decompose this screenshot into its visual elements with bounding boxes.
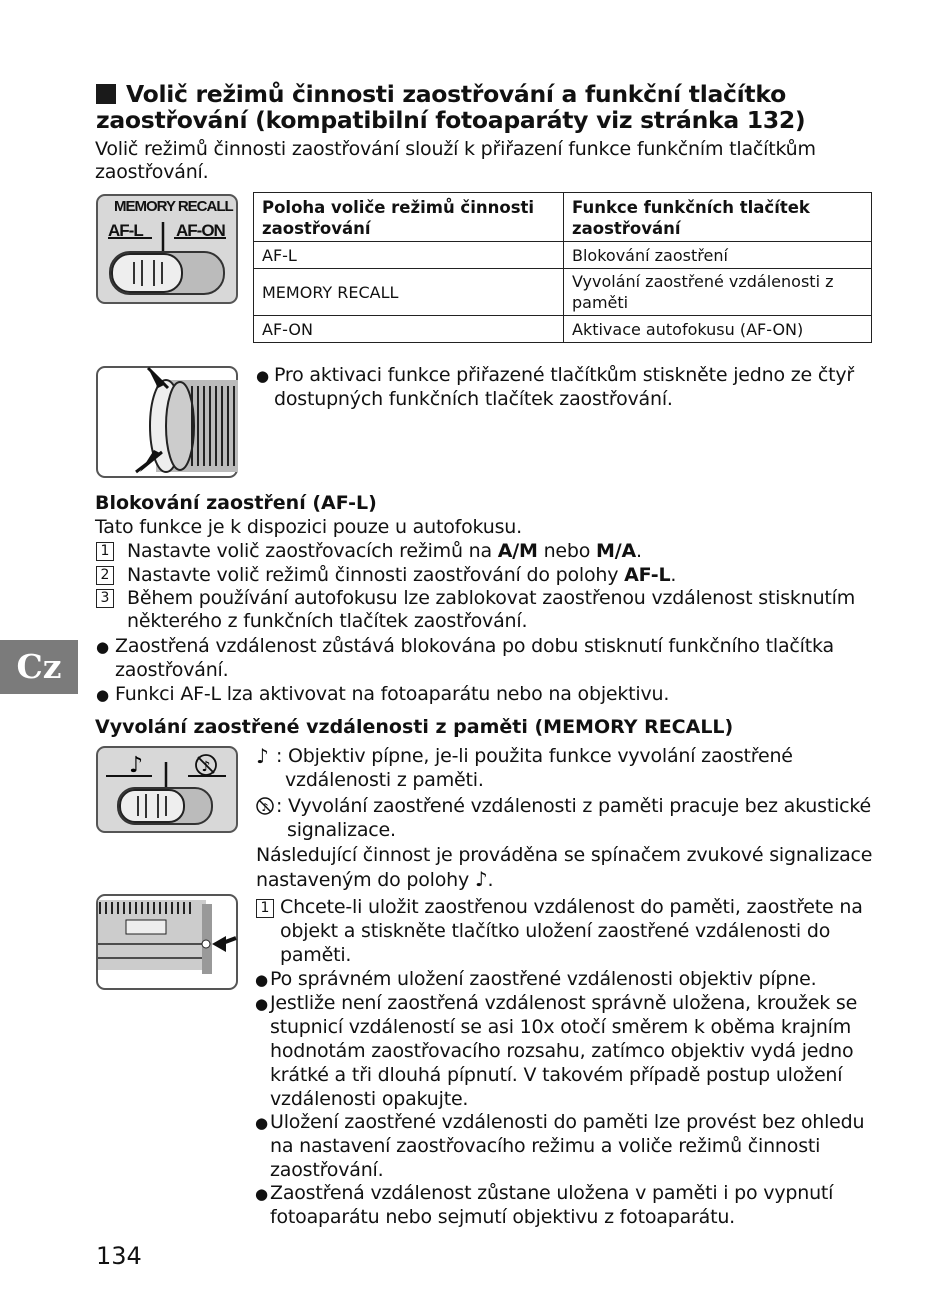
recall-bullet3-line3: zaostřování. — [270, 1159, 384, 1181]
bullet-icon: ● — [255, 1185, 269, 1203]
language-tab-label: Cz — [16, 647, 62, 686]
language-tab — [0, 640, 78, 694]
table-cell-position: AF-ON — [254, 316, 564, 343]
activate-note-line2: dostupných funkčních tlačítek zaostřování. — [274, 388, 673, 410]
section-title-line1: Volič režimů činnosti zaostřování a funkční tlačítko — [126, 80, 786, 108]
recall-step1-line3: paměti. — [280, 944, 352, 966]
beep-off-icon — [256, 797, 274, 819]
intro-line2: zaostřování. — [95, 161, 209, 183]
table-header-position-line2: zaostřování — [262, 219, 371, 238]
table-header-function — [564, 193, 872, 242]
recall-bullet2-line2: stupnicí vzdáleností se asi 10x otočí směrem k oběma krajním — [270, 1016, 852, 1038]
recall-step1-line2: objekt a stiskněte tlačítko uložení zaostřené vzdálenosti do — [280, 920, 831, 942]
afl-bullet2: Funkci AF-L lza aktivovat na fotoaparátu nebo na objektivu. — [115, 683, 670, 705]
afl-step1: Nastavte volič zaostřovacích režimů na A/M nebo M/A. — [127, 540, 642, 562]
switch-label-afon: AF-ON — [176, 221, 225, 240]
recall-bullet2-line5: vzdálenosti opakujte. — [270, 1088, 469, 1110]
afl-step2: Nastavte volič režimů činnosti zaostřování do polohy AF-L. — [127, 564, 677, 586]
recall-following-line1: Následující činnost je prováděna se spínačem zvukové signalizace — [256, 844, 873, 866]
bullet-icon: ● — [255, 971, 269, 989]
beep-on-icon: ♪ — [256, 744, 269, 768]
table-cell-position: AF-L — [254, 242, 564, 269]
afl-step3-line2: některého z funkčních tlačítek zaostřování. — [127, 610, 528, 632]
table-header-position — [254, 193, 564, 242]
afl-step3-line1: Během používání autofokusu lze zablokovat zaostřenou vzdálenost stisknutím — [127, 587, 856, 609]
recall-bullet2-line4: krátké a tři dlouhá pípnutí. V takovém případě postup uložení — [270, 1064, 843, 1086]
recall-bullet3-line2: na nastavení zaostřovacího režimu a voliče režimů činnosti — [270, 1135, 821, 1157]
svg-text:♪: ♪ — [201, 759, 211, 775]
beep-switch-illustration — [96, 746, 238, 833]
afl-intro: Tato funkce je k dispozici pouze u autofokusu. — [95, 516, 522, 538]
focus-function-switch-illustration — [96, 194, 238, 304]
recall-bullet4-line2: fotoaparátu nebo sejmutí objektivu z fotoaparátu. — [270, 1206, 736, 1228]
step-number-1: 1 — [256, 899, 274, 918]
activate-note-line1: Pro aktivaci funkce přiřazené tlačítkům stiskněte jedno ze čtyř — [274, 364, 854, 386]
bullet-icon: ● — [96, 638, 110, 656]
table-header-function-line1: Funkce funkčních tlačítek — [572, 198, 810, 217]
recall-following-line2: nastaveným do polohy ♪. — [256, 867, 494, 891]
table-header-function-line2: zaostřování — [572, 219, 681, 238]
table-cell-function-line2: paměti — [572, 293, 629, 312]
table-row — [254, 242, 872, 269]
svg-text:♪: ♪ — [128, 753, 144, 778]
bullet-icon: ● — [255, 1114, 269, 1132]
switch-label-afl: AF-L — [108, 221, 143, 240]
section-title-line2: zaostřování (kompatibilní fotoaparáty viz stránka 132) — [96, 106, 806, 134]
table-cell-position: MEMORY RECALL — [254, 269, 564, 316]
recall-bullet2-line3: hodnotám zaostřovacího rozsahu, zatímco objektiv vydá jedno — [270, 1040, 854, 1062]
beep-on-inline-icon: ♪ — [474, 867, 488, 891]
bullet-icon: ● — [256, 367, 270, 385]
table-cell-function: Blokování zaostření — [564, 242, 872, 269]
recall-bullet3-line1: Uložení zaostřené vzdálenosti do paměti lze provést bez ohledu — [270, 1111, 865, 1133]
step-number-3: 3 — [96, 589, 114, 608]
recall-bullet1: Po správném uložení zaostřené vzdálenosti objektiv pípne. — [270, 968, 817, 990]
afl-bullet1-line1: Zaostřená vzdálenost zůstává blokována po dobu stisknutí funkčního tlačítka — [115, 635, 834, 657]
recall-note-on-line2: vzdálenosti z paměti. — [285, 769, 484, 791]
svg-text:♪: ♪ — [261, 801, 269, 814]
recall-note-off-line2: signalizace. — [287, 819, 396, 841]
lens-function-buttons-illustration — [96, 366, 238, 478]
memory-set-button-illustration — [96, 894, 238, 990]
step-number-2: 2 — [96, 566, 114, 585]
table-row — [254, 316, 872, 343]
step-number-1: 1 — [96, 542, 114, 561]
recall-heading: Vyvolání zaostřené vzdálenosti z paměti (MEMORY RECALL) — [95, 716, 734, 738]
page-number: 134 — [96, 1242, 142, 1270]
table-row — [254, 269, 872, 316]
recall-step1-line1: Chcete-li uložit zaostřenou vzdálenost do paměti, zaostřete na — [280, 896, 863, 918]
function-table — [253, 192, 872, 343]
recall-note-on-line1: : Objektiv pípne, je-li použita funkce vyvolání zaostřené — [276, 745, 793, 767]
bullet-icon: ● — [255, 995, 269, 1013]
bullet-icon: ● — [96, 686, 110, 704]
table-header-position-line1: Poloha voliče režimů činnosti — [262, 198, 535, 217]
table-cell-function — [564, 269, 872, 316]
table-cell-function: Aktivace autofokusu (AF-ON) — [564, 316, 872, 343]
table-header-row — [254, 193, 872, 242]
afl-bullet1-line2: zaostřování. — [115, 659, 229, 681]
recall-note-off-line1: : Vyvolání zaostřené vzdálenosti z paměti pracuje bez akustické — [276, 795, 872, 817]
afl-heading: Blokování zaostření (AF-L) — [95, 492, 377, 514]
table-cell-function-line1: Vyvolání zaostřené vzdálenosti z — [572, 272, 834, 291]
intro-line1: Volič režimů činnosti zaostřování slouží k přiřazení funkce funkčním tlačítkům — [95, 138, 816, 160]
recall-bullet2-line1: Jestliže není zaostřená vzdálenost správně uložena, kroužek se — [270, 992, 858, 1014]
heading-square-icon — [96, 84, 116, 104]
switch-label-memory-recall: MEMORY RECALL — [114, 198, 233, 215]
recall-bullet4-line1: Zaostřená vzdálenost zůstane uložena v paměti i po vypnutí — [270, 1182, 834, 1204]
